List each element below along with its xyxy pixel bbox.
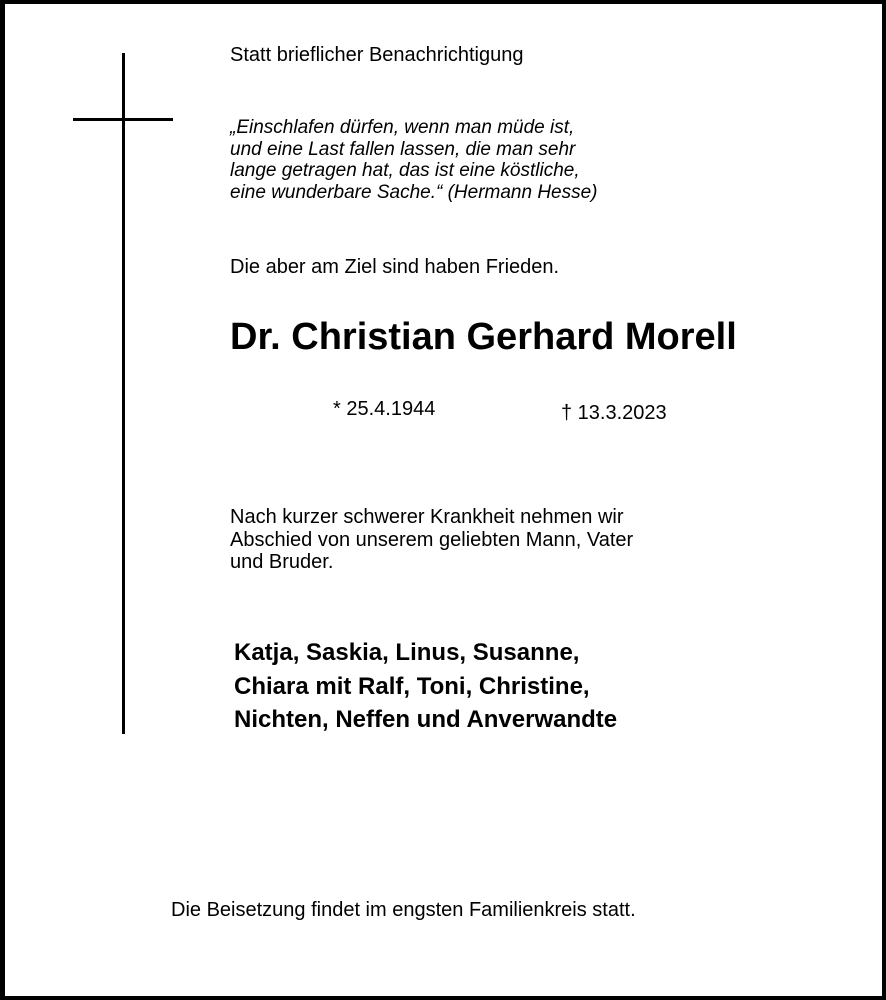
quote-line: eine wunderbare Sache.“ (Hermann Hesse) (230, 181, 598, 203)
message-line: Abschied von unserem geliebten Mann, Vater (230, 528, 634, 551)
death-date: † 13.3.2023 (561, 402, 667, 424)
family-line: Chiara mit Ralf, Toni, Christine, (234, 672, 590, 700)
message-line: Nach kurzer schwerer Krankheit nehmen wir (230, 506, 624, 528)
family-line: Nichten, Neffen und Anverwandte (234, 706, 618, 733)
quote-line: lange getragen hat, das ist eine köstliche, (230, 160, 580, 181)
cross-horizontal-bar (73, 118, 173, 121)
funeral-note: Die Beisetzung findet im engsten Familienkreis statt. (171, 899, 636, 921)
deceased-name: Dr. Christian Gerhard Morell (230, 316, 737, 358)
verse-text: Die aber am Ziel sind haben Frieden. (230, 256, 560, 278)
farewell-message (230, 506, 633, 574)
family-line: Katja, Saskia, Linus, Susanne, (234, 639, 580, 666)
message-line: und Bruder. (230, 551, 334, 573)
birth-date: * 25.4.1944 (333, 398, 436, 420)
quote-line: und eine Last fallen lassen, die man sehr (230, 138, 576, 160)
quote-line: „Einschlafen dürfen, wenn man müde ist, (230, 117, 575, 138)
cross-vertical-bar (122, 53, 125, 734)
intro-text: Statt brieflicher Benachrichtigung (230, 44, 524, 66)
family-signatures (234, 636, 617, 737)
quote (230, 117, 598, 203)
